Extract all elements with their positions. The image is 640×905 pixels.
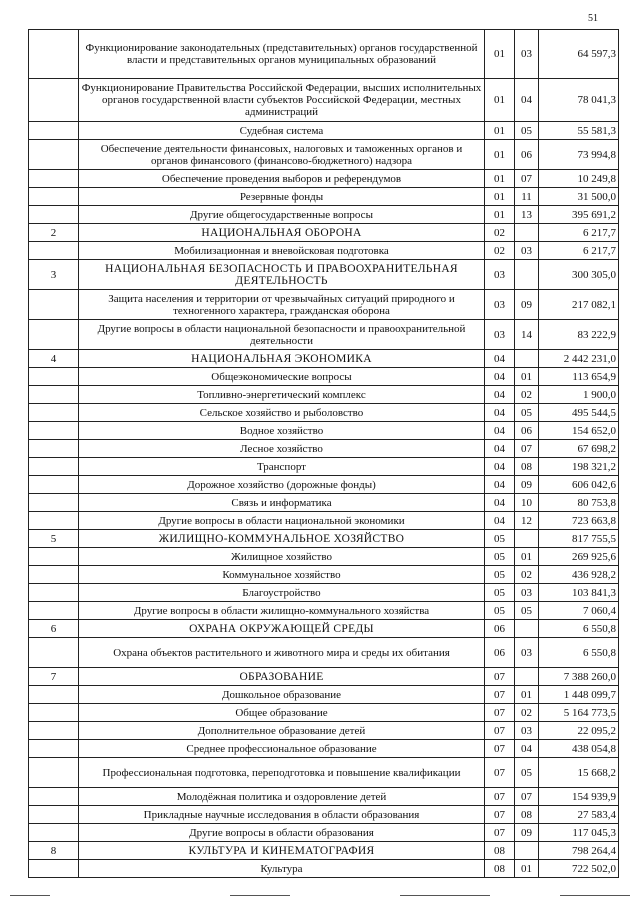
- row-number-cell: 6: [29, 620, 79, 638]
- row-number-cell: [29, 548, 79, 566]
- section-code-cell: 08: [485, 842, 515, 860]
- section-row: [29, 842, 619, 860]
- row-number-cell: [29, 122, 79, 140]
- subsection-code-cell: 09: [515, 824, 539, 842]
- section-code-cell: 05: [485, 548, 515, 566]
- subsection-code-cell: [515, 620, 539, 638]
- item-name-cell: Дошкольное образование: [79, 686, 485, 704]
- section-code-cell: 04: [485, 458, 515, 476]
- amount-cell: 300 305,0: [539, 260, 619, 290]
- subsection-code-cell: 11: [515, 188, 539, 206]
- amount-cell: 438 054,8: [539, 740, 619, 758]
- amount-cell: 722 502,0: [539, 860, 619, 878]
- item-name-cell: Среднее профессиональное образование: [79, 740, 485, 758]
- row-number-cell: [29, 170, 79, 188]
- amount-cell: 154 652,0: [539, 422, 619, 440]
- row-number-cell: [29, 860, 79, 878]
- amount-cell: 10 249,8: [539, 170, 619, 188]
- subsection-code-cell: 08: [515, 458, 539, 476]
- amount-cell: 80 753,8: [539, 494, 619, 512]
- item-name-cell: Благоустройство: [79, 584, 485, 602]
- amount-cell: 64 597,3: [539, 30, 619, 79]
- section-code-cell: 04: [485, 404, 515, 422]
- table-row: [29, 860, 619, 878]
- table-row: [29, 512, 619, 530]
- item-name-cell: Культура: [79, 860, 485, 878]
- subsection-code-cell: 07: [515, 788, 539, 806]
- table-row: [29, 170, 619, 188]
- amount-cell: 67 698,2: [539, 440, 619, 458]
- subsection-code-cell: [515, 668, 539, 686]
- item-name-cell: Обеспечение деятельности финансовых, налоговых и таможенных органов и органов финансового (финансово-бюджетного) надзора: [79, 140, 485, 170]
- table-row: [29, 320, 619, 350]
- table-row: [29, 788, 619, 806]
- row-number-cell: [29, 638, 79, 668]
- section-code-cell: 04: [485, 350, 515, 368]
- item-name-cell: Молодёжная политика и оздоровление детей: [79, 788, 485, 806]
- section-code-cell: 05: [485, 602, 515, 620]
- row-number-cell: [29, 788, 79, 806]
- section-code-cell: 04: [485, 494, 515, 512]
- item-name-cell: Лесное хозяйство: [79, 440, 485, 458]
- subsection-code-cell: 03: [515, 722, 539, 740]
- item-name-cell: Другие вопросы в области национальной безопасности и правоохранительной деятельности: [79, 320, 485, 350]
- row-number-cell: [29, 512, 79, 530]
- item-name-cell: Функционирование законодательных (представительных) органов государственной власти и представительных органов муниципальных образований: [79, 30, 485, 79]
- row-number-cell: [29, 290, 79, 320]
- subsection-code-cell: 05: [515, 758, 539, 788]
- subsection-code-cell: 13: [515, 206, 539, 224]
- subsection-code-cell: 06: [515, 422, 539, 440]
- item-name-cell: Общее образование: [79, 704, 485, 722]
- row-number-cell: 3: [29, 260, 79, 290]
- row-number-cell: [29, 494, 79, 512]
- section-code-cell: 05: [485, 584, 515, 602]
- item-name-cell: ОБРАЗОВАНИЕ: [79, 668, 485, 686]
- subsection-code-cell: 04: [515, 79, 539, 122]
- item-name-cell: Профессиональная подготовка, переподготовка и повышение квалификации: [79, 758, 485, 788]
- section-code-cell: 02: [485, 242, 515, 260]
- row-number-cell: [29, 476, 79, 494]
- item-name-cell: Дополнительное образование детей: [79, 722, 485, 740]
- row-number-cell: [29, 386, 79, 404]
- row-number-cell: [29, 458, 79, 476]
- section-code-cell: 07: [485, 668, 515, 686]
- subsection-code-cell: 03: [515, 30, 539, 79]
- amount-cell: 55 581,3: [539, 122, 619, 140]
- section-code-cell: 07: [485, 704, 515, 722]
- table-row: [29, 422, 619, 440]
- table-row: [29, 722, 619, 740]
- subsection-code-cell: 09: [515, 476, 539, 494]
- row-number-cell: [29, 79, 79, 122]
- table-row: [29, 79, 619, 122]
- row-number-cell: 2: [29, 224, 79, 242]
- row-number-cell: [29, 806, 79, 824]
- section-code-cell: 04: [485, 422, 515, 440]
- table-row: [29, 806, 619, 824]
- table-row: [29, 638, 619, 668]
- section-code-cell: 05: [485, 566, 515, 584]
- budget-table-body: [29, 30, 619, 878]
- table-row: [29, 368, 619, 386]
- subsection-code-cell: 01: [515, 686, 539, 704]
- row-number-cell: [29, 704, 79, 722]
- table-row: [29, 740, 619, 758]
- item-name-cell: Связь и информатика: [79, 494, 485, 512]
- amount-cell: 798 264,4: [539, 842, 619, 860]
- scan-footer-marks: [0, 895, 640, 901]
- amount-cell: 103 841,3: [539, 584, 619, 602]
- subsection-code-cell: 05: [515, 602, 539, 620]
- table-row: [29, 758, 619, 788]
- table-row: [29, 584, 619, 602]
- subsection-code-cell: [515, 842, 539, 860]
- item-name-cell: Мобилизационная и вневойсковая подготовка: [79, 242, 485, 260]
- table-row: [29, 30, 619, 79]
- amount-cell: 22 095,2: [539, 722, 619, 740]
- section-code-cell: 07: [485, 788, 515, 806]
- subsection-code-cell: 02: [515, 566, 539, 584]
- section-code-cell: 01: [485, 79, 515, 122]
- amount-cell: 436 928,2: [539, 566, 619, 584]
- item-name-cell: Жилищное хозяйство: [79, 548, 485, 566]
- row-number-cell: [29, 758, 79, 788]
- item-name-cell: Защита населения и территории от чрезвычайных ситуаций природного и техногенного характера, гражданская оборона: [79, 290, 485, 320]
- section-code-cell: 03: [485, 320, 515, 350]
- row-number-cell: [29, 686, 79, 704]
- section-code-cell: 03: [485, 290, 515, 320]
- table-row: [29, 548, 619, 566]
- table-row: [29, 140, 619, 170]
- subsection-code-cell: 14: [515, 320, 539, 350]
- subsection-code-cell: 08: [515, 806, 539, 824]
- item-name-cell: Другие вопросы в области жилищно-коммунального хозяйства: [79, 602, 485, 620]
- amount-cell: 31 500,0: [539, 188, 619, 206]
- subsection-code-cell: 01: [515, 548, 539, 566]
- subsection-code-cell: [515, 530, 539, 548]
- section-code-cell: 05: [485, 530, 515, 548]
- amount-cell: 113 654,9: [539, 368, 619, 386]
- subsection-code-cell: 05: [515, 122, 539, 140]
- section-code-cell: 02: [485, 224, 515, 242]
- item-name-cell: Охрана объектов растительного и животного мира и среды их обитания: [79, 638, 485, 668]
- section-code-cell: 01: [485, 122, 515, 140]
- subsection-code-cell: 01: [515, 368, 539, 386]
- amount-cell: 15 668,2: [539, 758, 619, 788]
- section-code-cell: 06: [485, 638, 515, 668]
- row-number-cell: [29, 320, 79, 350]
- item-name-cell: Коммунальное хозяйство: [79, 566, 485, 584]
- amount-cell: 5 164 773,5: [539, 704, 619, 722]
- amount-cell: 723 663,8: [539, 512, 619, 530]
- subsection-code-cell: 03: [515, 638, 539, 668]
- table-row: [29, 404, 619, 422]
- item-name-cell: НАЦИОНАЛЬНАЯ ОБОРОНА: [79, 224, 485, 242]
- row-number-cell: 4: [29, 350, 79, 368]
- amount-cell: 154 939,9: [539, 788, 619, 806]
- item-name-cell: Функционирование Правительства Российской Федерации, высших исполнительных органов государственной власти субъектов Российской Федерации, местных администраций: [79, 79, 485, 122]
- subsection-code-cell: 05: [515, 404, 539, 422]
- item-name-cell: Другие вопросы в области образования: [79, 824, 485, 842]
- amount-cell: 6 550,8: [539, 620, 619, 638]
- item-name-cell: ЖИЛИЩНО-КОММУНАЛЬНОЕ ХОЗЯЙСТВО: [79, 530, 485, 548]
- section-code-cell: 01: [485, 188, 515, 206]
- amount-cell: 78 041,3: [539, 79, 619, 122]
- row-number-cell: [29, 140, 79, 170]
- amount-cell: 817 755,5: [539, 530, 619, 548]
- amount-cell: 27 583,4: [539, 806, 619, 824]
- subsection-code-cell: 07: [515, 440, 539, 458]
- row-number-cell: [29, 242, 79, 260]
- amount-cell: 1 900,0: [539, 386, 619, 404]
- item-name-cell: Другие вопросы в области национальной экономики: [79, 512, 485, 530]
- row-number-cell: [29, 824, 79, 842]
- section-code-cell: 04: [485, 512, 515, 530]
- amount-cell: 269 925,6: [539, 548, 619, 566]
- table-row: [29, 566, 619, 584]
- subsection-code-cell: 03: [515, 242, 539, 260]
- amount-cell: 1 448 099,7: [539, 686, 619, 704]
- amount-cell: 217 082,1: [539, 290, 619, 320]
- row-number-cell: 8: [29, 842, 79, 860]
- item-name-cell: НАЦИОНАЛЬНАЯ ЭКОНОМИКА: [79, 350, 485, 368]
- subsection-code-cell: 12: [515, 512, 539, 530]
- table-row: [29, 386, 619, 404]
- section-code-cell: 01: [485, 170, 515, 188]
- item-name-cell: Резервные фонды: [79, 188, 485, 206]
- amount-cell: 2 442 231,0: [539, 350, 619, 368]
- section-row: [29, 668, 619, 686]
- table-row: [29, 704, 619, 722]
- subsection-code-cell: 02: [515, 704, 539, 722]
- row-number-cell: [29, 30, 79, 79]
- section-code-cell: 04: [485, 440, 515, 458]
- section-row: [29, 620, 619, 638]
- section-code-cell: 07: [485, 758, 515, 788]
- subsection-code-cell: 06: [515, 140, 539, 170]
- row-number-cell: 7: [29, 668, 79, 686]
- amount-cell: 395 691,2: [539, 206, 619, 224]
- table-row: [29, 440, 619, 458]
- section-code-cell: 07: [485, 722, 515, 740]
- table-row: [29, 476, 619, 494]
- subsection-code-cell: [515, 350, 539, 368]
- item-name-cell: Обеспечение проведения выборов и референдумов: [79, 170, 485, 188]
- subsection-code-cell: 03: [515, 584, 539, 602]
- amount-cell: 6 217,7: [539, 242, 619, 260]
- amount-cell: 73 994,8: [539, 140, 619, 170]
- amount-cell: 7 060,4: [539, 602, 619, 620]
- section-row: [29, 260, 619, 290]
- section-row: [29, 350, 619, 368]
- item-name-cell: ОХРАНА ОКРУЖАЮЩЕЙ СРЕДЫ: [79, 620, 485, 638]
- amount-cell: 198 321,2: [539, 458, 619, 476]
- row-number-cell: [29, 404, 79, 422]
- subsection-code-cell: 07: [515, 170, 539, 188]
- section-code-cell: 08: [485, 860, 515, 878]
- table-row: [29, 290, 619, 320]
- table-row: [29, 206, 619, 224]
- item-name-cell: Транспорт: [79, 458, 485, 476]
- row-number-cell: [29, 422, 79, 440]
- subsection-code-cell: 01: [515, 860, 539, 878]
- section-code-cell: 01: [485, 140, 515, 170]
- subsection-code-cell: 02: [515, 386, 539, 404]
- amount-cell: 6 550,8: [539, 638, 619, 668]
- table-row: [29, 824, 619, 842]
- table-row: [29, 242, 619, 260]
- item-name-cell: Сельское хозяйство и рыболовство: [79, 404, 485, 422]
- budget-table: [28, 29, 619, 878]
- item-name-cell: КУЛЬТУРА И КИНЕМАТОГРАФИЯ: [79, 842, 485, 860]
- item-name-cell: Другие общегосударственные вопросы: [79, 206, 485, 224]
- section-row: [29, 224, 619, 242]
- row-number-cell: [29, 566, 79, 584]
- item-name-cell: Судебная система: [79, 122, 485, 140]
- subsection-code-cell: 10: [515, 494, 539, 512]
- table-row: [29, 602, 619, 620]
- row-number-cell: [29, 188, 79, 206]
- item-name-cell: Прикладные научные исследования в области образования: [79, 806, 485, 824]
- table-row: [29, 458, 619, 476]
- section-code-cell: 07: [485, 806, 515, 824]
- section-code-cell: 04: [485, 476, 515, 494]
- row-number-cell: [29, 602, 79, 620]
- section-code-cell: 04: [485, 368, 515, 386]
- row-number-cell: [29, 740, 79, 758]
- table-row: [29, 494, 619, 512]
- section-row: [29, 530, 619, 548]
- section-code-cell: 07: [485, 740, 515, 758]
- section-code-cell: 04: [485, 386, 515, 404]
- amount-cell: 83 222,9: [539, 320, 619, 350]
- subsection-code-cell: 04: [515, 740, 539, 758]
- amount-cell: 606 042,6: [539, 476, 619, 494]
- table-row: [29, 188, 619, 206]
- row-number-cell: [29, 440, 79, 458]
- section-code-cell: 03: [485, 260, 515, 290]
- item-name-cell: Дорожное хозяйство (дорожные фонды): [79, 476, 485, 494]
- row-number-cell: [29, 584, 79, 602]
- row-number-cell: [29, 206, 79, 224]
- table-row: [29, 122, 619, 140]
- row-number-cell: [29, 368, 79, 386]
- page-number: 51: [588, 13, 598, 24]
- section-code-cell: 07: [485, 686, 515, 704]
- subsection-code-cell: 09: [515, 290, 539, 320]
- row-number-cell: [29, 722, 79, 740]
- section-code-cell: 01: [485, 206, 515, 224]
- amount-cell: 117 045,3: [539, 824, 619, 842]
- section-code-cell: 06: [485, 620, 515, 638]
- subsection-code-cell: [515, 260, 539, 290]
- section-code-cell: 07: [485, 824, 515, 842]
- item-name-cell: НАЦИОНАЛЬНАЯ БЕЗОПАСНОСТЬ И ПРАВООХРАНИТЕЛЬНАЯ ДЕЯТЕЛЬНОСТЬ: [79, 260, 485, 290]
- item-name-cell: Топливно-энергетический комплекс: [79, 386, 485, 404]
- row-number-cell: 5: [29, 530, 79, 548]
- amount-cell: 6 217,7: [539, 224, 619, 242]
- subsection-code-cell: [515, 224, 539, 242]
- section-code-cell: 01: [485, 30, 515, 79]
- amount-cell: 495 544,5: [539, 404, 619, 422]
- table-row: [29, 686, 619, 704]
- amount-cell: 7 388 260,0: [539, 668, 619, 686]
- item-name-cell: Общеэкономические вопросы: [79, 368, 485, 386]
- item-name-cell: Водное хозяйство: [79, 422, 485, 440]
